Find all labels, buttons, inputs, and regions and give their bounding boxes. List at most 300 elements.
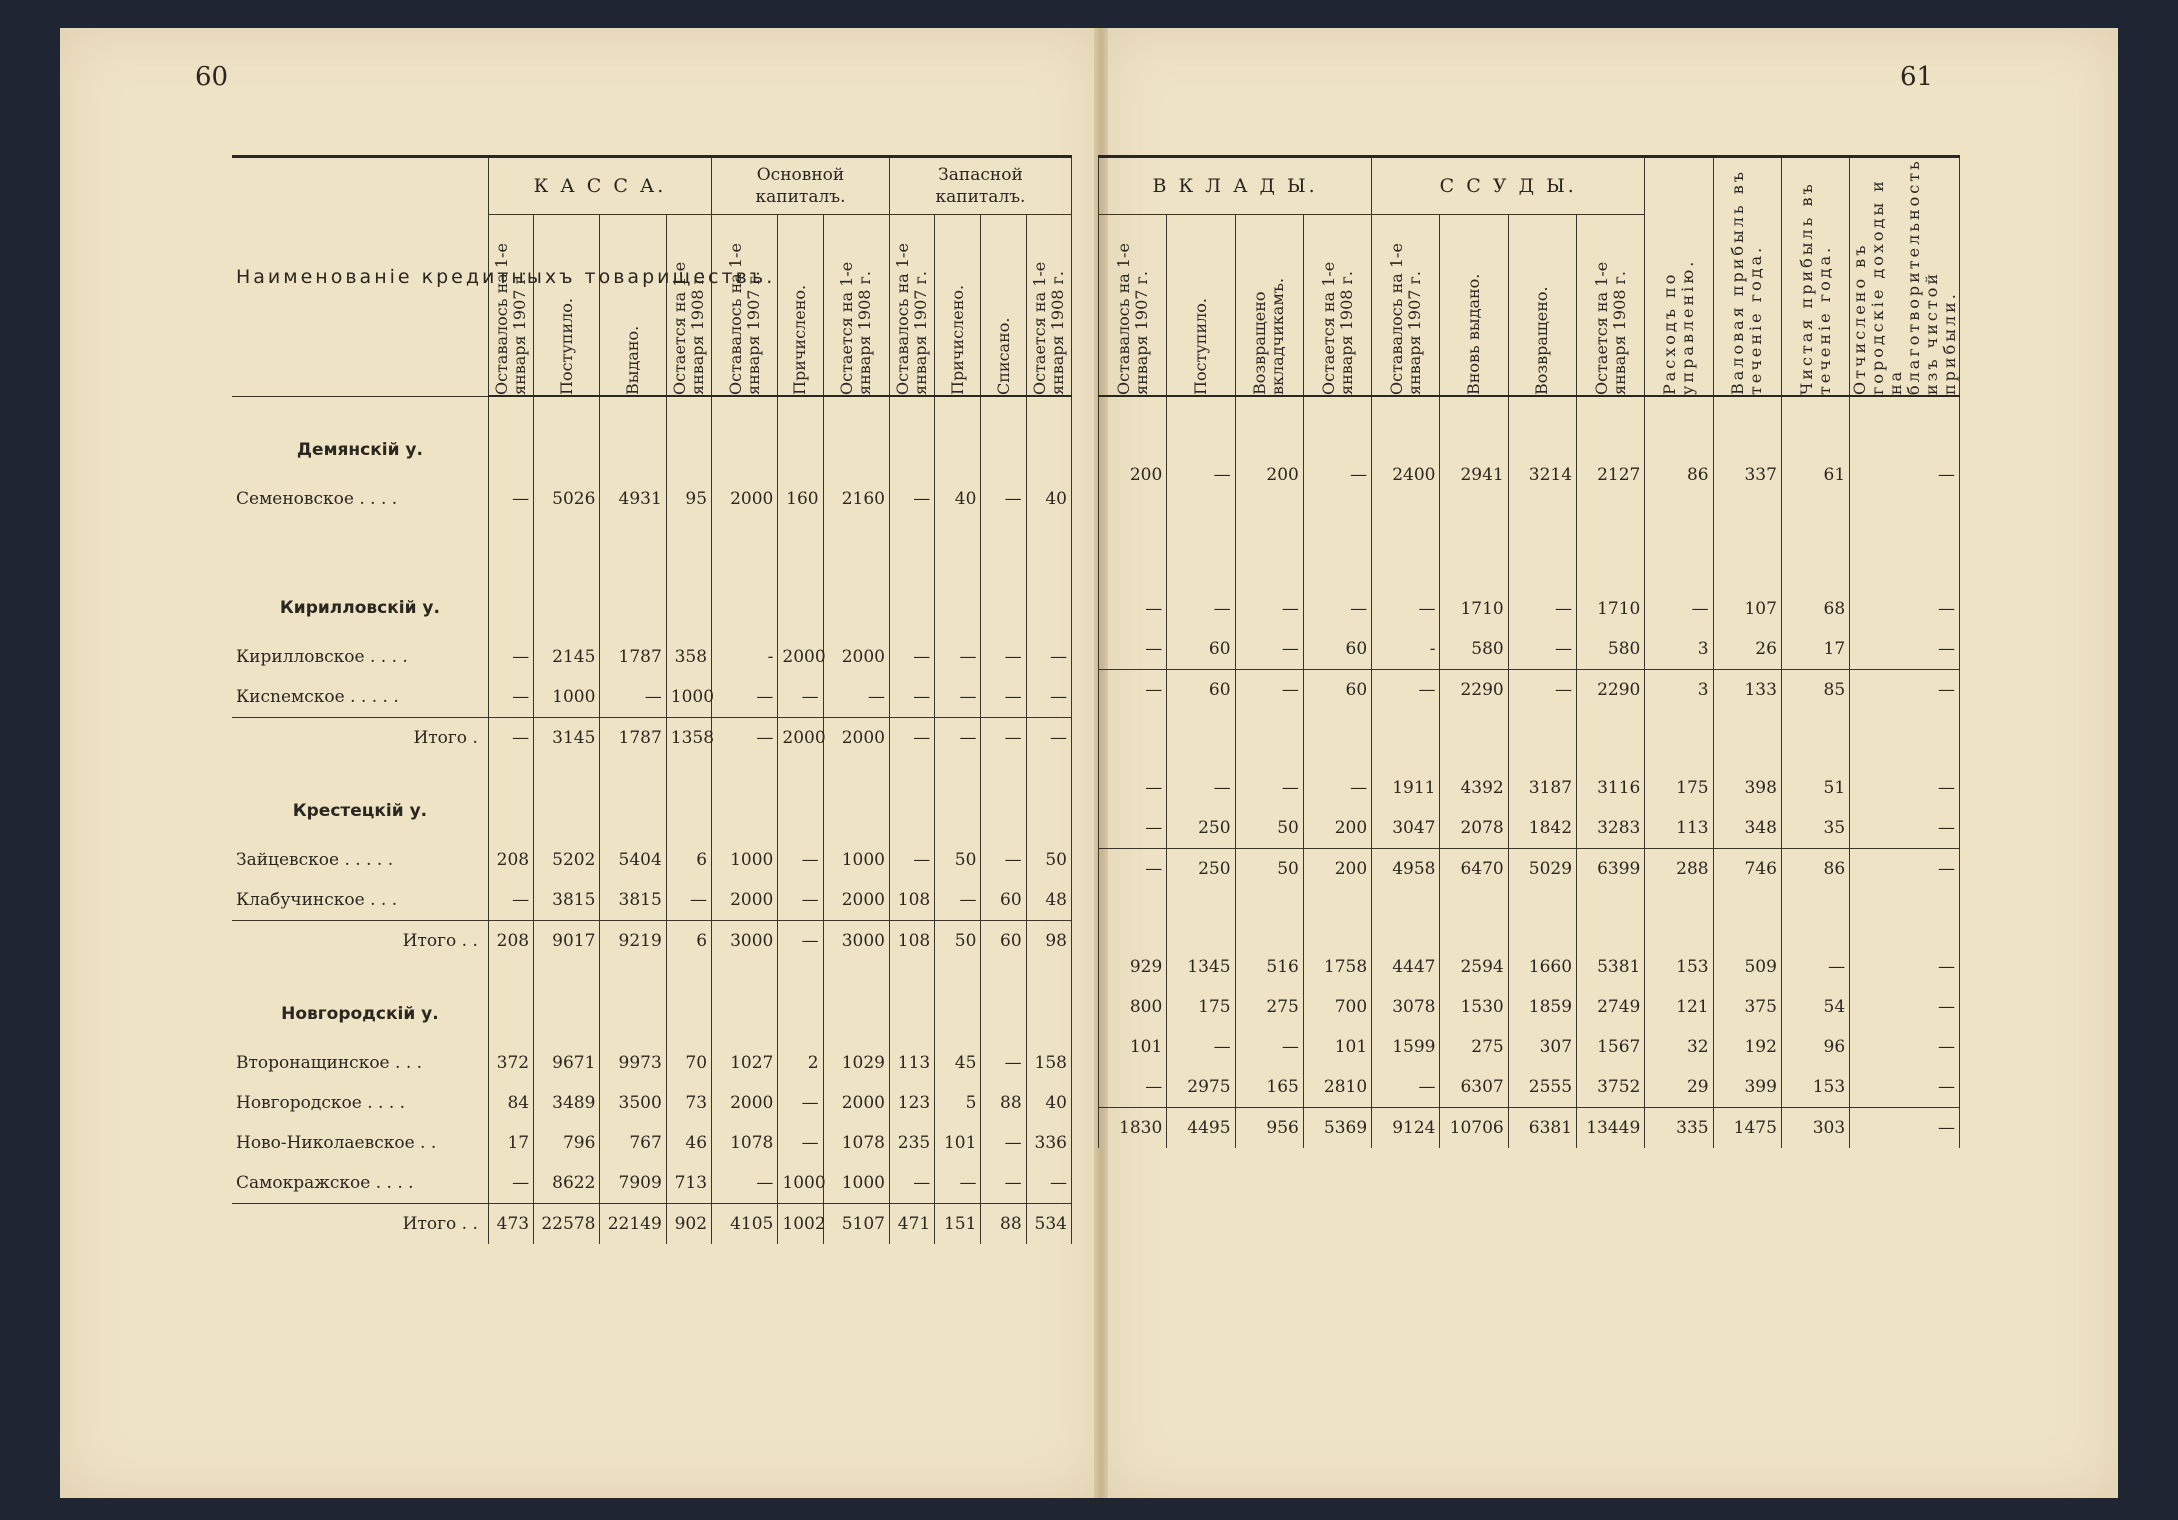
table-cell: 158 [1026,1043,1071,1083]
table-row [1099,987,1960,1027]
table-cell: 2555 [1508,1067,1576,1108]
table-cell: 2000 [778,717,823,758]
blank-cell [534,961,600,1043]
table-cell: 2749 [1577,987,1645,1027]
table-cell: 84 [488,1083,533,1123]
blank-cell [823,519,889,555]
table-cell: 40 [1026,479,1071,519]
table-cell: 2594 [1440,947,1508,987]
blank-cell [232,519,488,555]
table-cell: — [1850,1108,1960,1149]
blank-cell [488,961,533,1043]
table-cell: — [1099,629,1167,670]
left-col-header-2-label: Выдано. [623,325,643,395]
table-cell: — [981,677,1026,718]
osnovnoi-header: Основной капиталъ. [712,157,890,215]
table-cell: — [1372,670,1440,711]
table-cell: 2975 [1167,1067,1235,1108]
table-cell: 235 [889,1123,934,1163]
left-col-header-8 [935,215,981,397]
blank-cell [1372,889,1440,947]
table-cell: 54 [1781,987,1849,1027]
right-col-header-7 [1577,215,1645,397]
table-cell: 1002 [778,1203,823,1244]
table-cell: 51 [1781,768,1849,808]
table-cell: 1787 [600,717,666,758]
table-cell: 303 [1781,1108,1849,1149]
table-cell: 60 [1303,670,1371,711]
society-name: Семеновское . . . . [232,479,488,519]
blank-cell [823,758,889,840]
right-col-header-5 [1440,215,1508,397]
table-cell: 5026 [534,479,600,519]
blank-cell [1303,531,1371,589]
table-cell: 5202 [534,840,600,880]
blank-cell [935,555,981,637]
name-column-header: Наименованіе кредитныхъ товариществъ. [232,157,488,397]
table-cell: 3078 [1372,987,1440,1027]
table-cell: 1345 [1167,947,1235,987]
table-cell: — [889,717,934,758]
table-cell: 101 [1099,1027,1167,1067]
table-cell: — [712,1163,778,1204]
table-cell: — [935,1163,981,1204]
table-cell: 580 [1577,629,1645,670]
blank-cell [1372,531,1440,589]
society-name: Ново-Николаевское . . [232,1123,488,1163]
blank-cell [981,519,1026,555]
left-col-header-4-label: Оставалось на 1-е января 1907 г. [725,243,763,395]
table-cell: — [1235,589,1303,629]
table-cell: 98 [1026,920,1071,961]
table-cell: — [981,479,1026,519]
table-cell: — [1167,768,1235,808]
table-cell: 1000 [534,677,600,718]
table-row [232,519,1072,555]
table-cell: — [889,677,934,718]
blank-cell [1303,710,1371,768]
blank-cell [1235,531,1303,589]
blank-cell [1713,889,1781,947]
blank-cell [534,396,600,479]
blank-cell [1026,519,1071,555]
left-col-header-10-label: Остается на 1-е января 1908 г. [1029,261,1067,395]
table-cell: 121 [1645,987,1713,1027]
table-cell: 123 [889,1083,934,1123]
ssudy-header: С С У Д Ы. [1372,157,1645,215]
blank-cell [488,519,533,555]
total-label: Итого . . [232,920,488,961]
table-cell: 4931 [600,479,666,519]
table-row [1099,1067,1960,1108]
table-row [1099,1108,1960,1149]
table-row [1099,589,1960,629]
table-cell: 50 [1235,849,1303,890]
blank-cell [889,758,934,840]
table-row [232,1163,1072,1204]
table-cell: — [981,840,1026,880]
table-cell: 192 [1713,1027,1781,1067]
left-col-header-9-label: Списано. [993,317,1013,395]
blank-cell [1167,531,1235,589]
table-cell: — [1508,670,1576,711]
table-cell: 9973 [600,1043,666,1083]
table-cell: 2000 [823,637,889,677]
table-cell: — [1850,670,1960,711]
table-cell: 7909 [600,1163,666,1204]
kassa-header: К А С С А. [488,157,711,215]
table-cell: 86 [1645,455,1713,495]
table-cell: — [488,479,533,519]
blank-cell [1026,555,1071,637]
blank-cell [1645,889,1713,947]
blank-cell [1577,531,1645,589]
right-col-header-8-label: Расходъ по управленію. [1659,258,1697,395]
blank-cell [1850,710,1960,768]
table-cell: 5404 [600,840,666,880]
table-cell: — [1850,455,1960,495]
table-cell: 108 [889,880,934,921]
table-cell: 250 [1167,808,1235,849]
district-name: Новгородскій у. [232,961,488,1043]
blank-cell [1303,495,1371,531]
right-col-header-3 [1303,215,1371,397]
table-row [1099,495,1960,531]
blank-cell [981,758,1026,840]
table-cell: 1358 [666,717,711,758]
right-col-header-2 [1235,215,1303,397]
table-cell: 73 [666,1083,711,1123]
table-cell: — [488,1163,533,1204]
table-cell: 5 [935,1083,981,1123]
table-cell: 307 [1508,1027,1576,1067]
table-cell: 200 [1099,455,1167,495]
table-cell: 2400 [1372,455,1440,495]
blank-cell [889,961,934,1043]
table-cell: 1000 [712,840,778,880]
blank-cell [935,396,981,479]
blank-cell [666,961,711,1043]
left-table [232,155,1072,1244]
blank-cell [1577,889,1645,947]
blank-cell [1850,889,1960,947]
table-cell: 3489 [534,1083,600,1123]
blank-cell [1713,495,1781,531]
blank-cell [778,961,823,1043]
table-cell: 88 [981,1083,1026,1123]
blank-cell [1508,396,1576,455]
table-cell: 17 [488,1123,533,1163]
table-row [232,717,1072,758]
blank-cell [1167,710,1235,768]
blank-cell [1167,396,1235,455]
table-cell: 372 [488,1043,533,1083]
table-cell: — [981,637,1026,677]
table-cell: 375 [1713,987,1781,1027]
left-col-header-4 [712,215,778,397]
table-cell: 9671 [534,1043,600,1083]
right-col-header-8 [1645,157,1713,397]
table-cell: 3752 [1577,1067,1645,1108]
table-row [1099,947,1960,987]
left-col-header-10 [1026,215,1071,397]
table-cell: 1029 [823,1043,889,1083]
table-cell: 746 [1713,849,1781,890]
table-cell: 1000 [666,677,711,718]
blank-cell [1235,396,1303,455]
right-col-header-10 [1781,157,1849,397]
table-cell: — [1167,455,1235,495]
blank-cell [1781,889,1849,947]
left-col-header-0 [488,215,533,397]
right-col-header-7-label: Остается на 1-е января 1908 г. [1591,261,1629,395]
table-cell: — [1099,589,1167,629]
table-cell: 3815 [600,880,666,921]
table-cell: 335 [1645,1108,1713,1149]
right-col-header-0-label: Оставалось на 1-е января 1907 г. [1113,243,1151,395]
table-cell: 2000 [712,1083,778,1123]
right-col-header-1-label: Поступило. [1190,297,1210,395]
blank-cell [1508,531,1576,589]
table-cell: 336 [1026,1123,1071,1163]
total-label: Итого . . [232,1203,488,1244]
table-cell: — [1850,1027,1960,1067]
table-cell: 107 [1713,589,1781,629]
table-cell: — [935,677,981,718]
right-col-header-11 [1850,157,1960,397]
table-cell: 9219 [600,920,666,961]
blank-cell [889,519,934,555]
society-name: Клабучинское . . . [232,880,488,921]
table-cell: — [778,880,823,921]
table-cell: 22578 [534,1203,600,1244]
table-cell: 516 [1235,947,1303,987]
table-cell: — [778,1123,823,1163]
society-name: Новгородское . . . . [232,1083,488,1123]
table-cell: 1530 [1440,987,1508,1027]
blank-cell [1508,710,1576,768]
blank-cell [823,555,889,637]
table-cell: 6381 [1508,1108,1576,1149]
table-cell: 85 [1781,670,1849,711]
blank-cell [1235,889,1303,947]
left-col-header-5 [778,215,823,397]
society-name: Зайцевское . . . . . [232,840,488,880]
blank-cell [935,758,981,840]
blank-cell [1850,495,1960,531]
society-name: Второнащинское . . . [232,1043,488,1083]
right-col-header-10-label: Чистая прибыль въ теченіе года. [1796,181,1834,395]
blank-cell [1372,710,1440,768]
table-cell: 10706 [1440,1108,1508,1149]
table-cell: — [1026,717,1071,758]
blank-cell [935,961,981,1043]
table-cell: 1000 [823,1163,889,1204]
district-name: Кирилловскій у. [232,555,488,637]
table-cell: 1027 [712,1043,778,1083]
table-cell: — [1026,677,1071,718]
society-name: Кисnемское . . . . . [232,677,488,718]
table-cell: 2000 [823,1083,889,1123]
blank-cell [889,555,934,637]
table-cell: 2078 [1440,808,1508,849]
table-cell: 2000 [823,717,889,758]
table-cell: 956 [1235,1108,1303,1149]
table-row [1099,1027,1960,1067]
blank-cell [778,555,823,637]
table-cell: 1599 [1372,1027,1440,1067]
blank-cell [778,519,823,555]
table-row [232,677,1072,718]
blank-cell [981,396,1026,479]
blank-cell [1440,396,1508,455]
table-cell: 348 [1713,808,1781,849]
table-cell: 6 [666,840,711,880]
blank-cell [1440,495,1508,531]
table-cell: — [981,1163,1026,1204]
table-cell: 700 [1303,987,1371,1027]
table-cell: 9017 [534,920,600,961]
table-cell: 929 [1099,947,1167,987]
table-cell: 70 [666,1043,711,1083]
table-cell: 101 [935,1123,981,1163]
table-cell: 3500 [600,1083,666,1123]
table-cell: 48 [1026,880,1071,921]
table-cell: 3047 [1372,808,1440,849]
table-cell: 200 [1303,808,1371,849]
table-cell: 175 [1167,987,1235,1027]
table-cell: — [488,717,533,758]
table-cell: — [600,677,666,718]
table-cell: 1710 [1440,589,1508,629]
table-cell: 5029 [1508,849,1576,890]
right-table-wrap [1098,155,1960,1148]
blank-cell [1440,531,1508,589]
district-name: Крестецкій у. [232,758,488,840]
table-cell: 13449 [1577,1108,1645,1149]
table-cell: 200 [1235,455,1303,495]
blank-cell [1713,396,1781,455]
table-cell: 60 [1167,670,1235,711]
table-cell: — [1099,808,1167,849]
table-cell: 101 [1303,1027,1371,1067]
table-cell: 208 [488,840,533,880]
table-cell: — [778,677,823,718]
table-cell: 767 [600,1123,666,1163]
table-cell: 113 [1645,808,1713,849]
table-cell: 2000 [712,479,778,519]
table-cell: 2000 [712,880,778,921]
table-cell: 95 [666,479,711,519]
table-cell: 108 [889,920,934,961]
table-row [232,637,1072,677]
left-col-header-8-label: Причислено. [947,284,967,395]
blank-cell [712,961,778,1043]
blank-cell [1372,396,1440,455]
table-cell: — [778,1083,823,1123]
table-cell: 153 [1781,1067,1849,1108]
table-cell: 45 [935,1043,981,1083]
table-cell: 399 [1713,1067,1781,1108]
table-row [1099,889,1960,947]
table-cell: — [981,717,1026,758]
left-col-header-1 [534,215,600,397]
blank-cell [488,758,533,840]
table-cell: 22149 [600,1203,666,1244]
blank-cell [1099,495,1167,531]
blank-cell [1645,531,1713,589]
table-cell: 509 [1713,947,1781,987]
table-cell: 61 [1781,455,1849,495]
left-col-header-2 [600,215,666,397]
table-cell: 288 [1645,849,1713,890]
table-cell: — [488,637,533,677]
table-cell: — [1167,589,1235,629]
table-cell: — [1850,768,1960,808]
table-cell: 4392 [1440,768,1508,808]
table-cell: — [1099,1067,1167,1108]
table-cell: — [666,880,711,921]
left-col-header-3-label: Остается на 1-е января 1908 г. [669,261,707,395]
blank-cell [712,758,778,840]
page-number-right: 61 [1900,62,1934,92]
table-cell: — [778,840,823,880]
right-col-header-2-label: Возвращено вкладчикамъ. [1250,277,1288,395]
table-cell: — [1850,947,1960,987]
table-cell: 3116 [1577,768,1645,808]
table-cell: 1475 [1713,1108,1781,1149]
table-cell: 1000 [778,1163,823,1204]
blank-cell [778,396,823,479]
table-cell: 2290 [1577,670,1645,711]
table-cell: 29 [1645,1067,1713,1108]
table-cell: - [1372,629,1440,670]
vklady-header: В К Л А Д Ы. [1099,157,1372,215]
table-cell: 2 [778,1043,823,1083]
total-label: Итого . [232,717,488,758]
table-cell: — [981,1123,1026,1163]
table-cell: 2000 [778,637,823,677]
table-cell: — [1026,637,1071,677]
table-cell: — [1167,1027,1235,1067]
table-cell: — [889,1163,934,1204]
table-cell: 60 [1167,629,1235,670]
district-name: Демянскій у. [232,396,488,479]
table-cell: 133 [1713,670,1781,711]
table-cell: — [1850,589,1960,629]
table-cell: — [1372,589,1440,629]
right-col-header-9-label: Валовая прибыль въ теченіе года. [1728,169,1766,395]
table-cell: 358 [666,637,711,677]
blank-cell [1713,710,1781,768]
table-cell: — [1850,849,1960,890]
table-cell: 2160 [823,479,889,519]
blank-cell [1099,889,1167,947]
blank-cell [1781,495,1849,531]
table-cell: 3145 [534,717,600,758]
table-cell: — [935,637,981,677]
blank-cell [1440,889,1508,947]
blank-cell [712,396,778,479]
blank-cell [1781,531,1849,589]
right-table [1098,155,1960,1148]
table-cell: 3000 [712,920,778,961]
table-cell: 3283 [1577,808,1645,849]
table-cell: — [889,479,934,519]
table-cell: 60 [1303,629,1371,670]
table-cell: 6470 [1440,849,1508,890]
table-cell: 32 [1645,1027,1713,1067]
